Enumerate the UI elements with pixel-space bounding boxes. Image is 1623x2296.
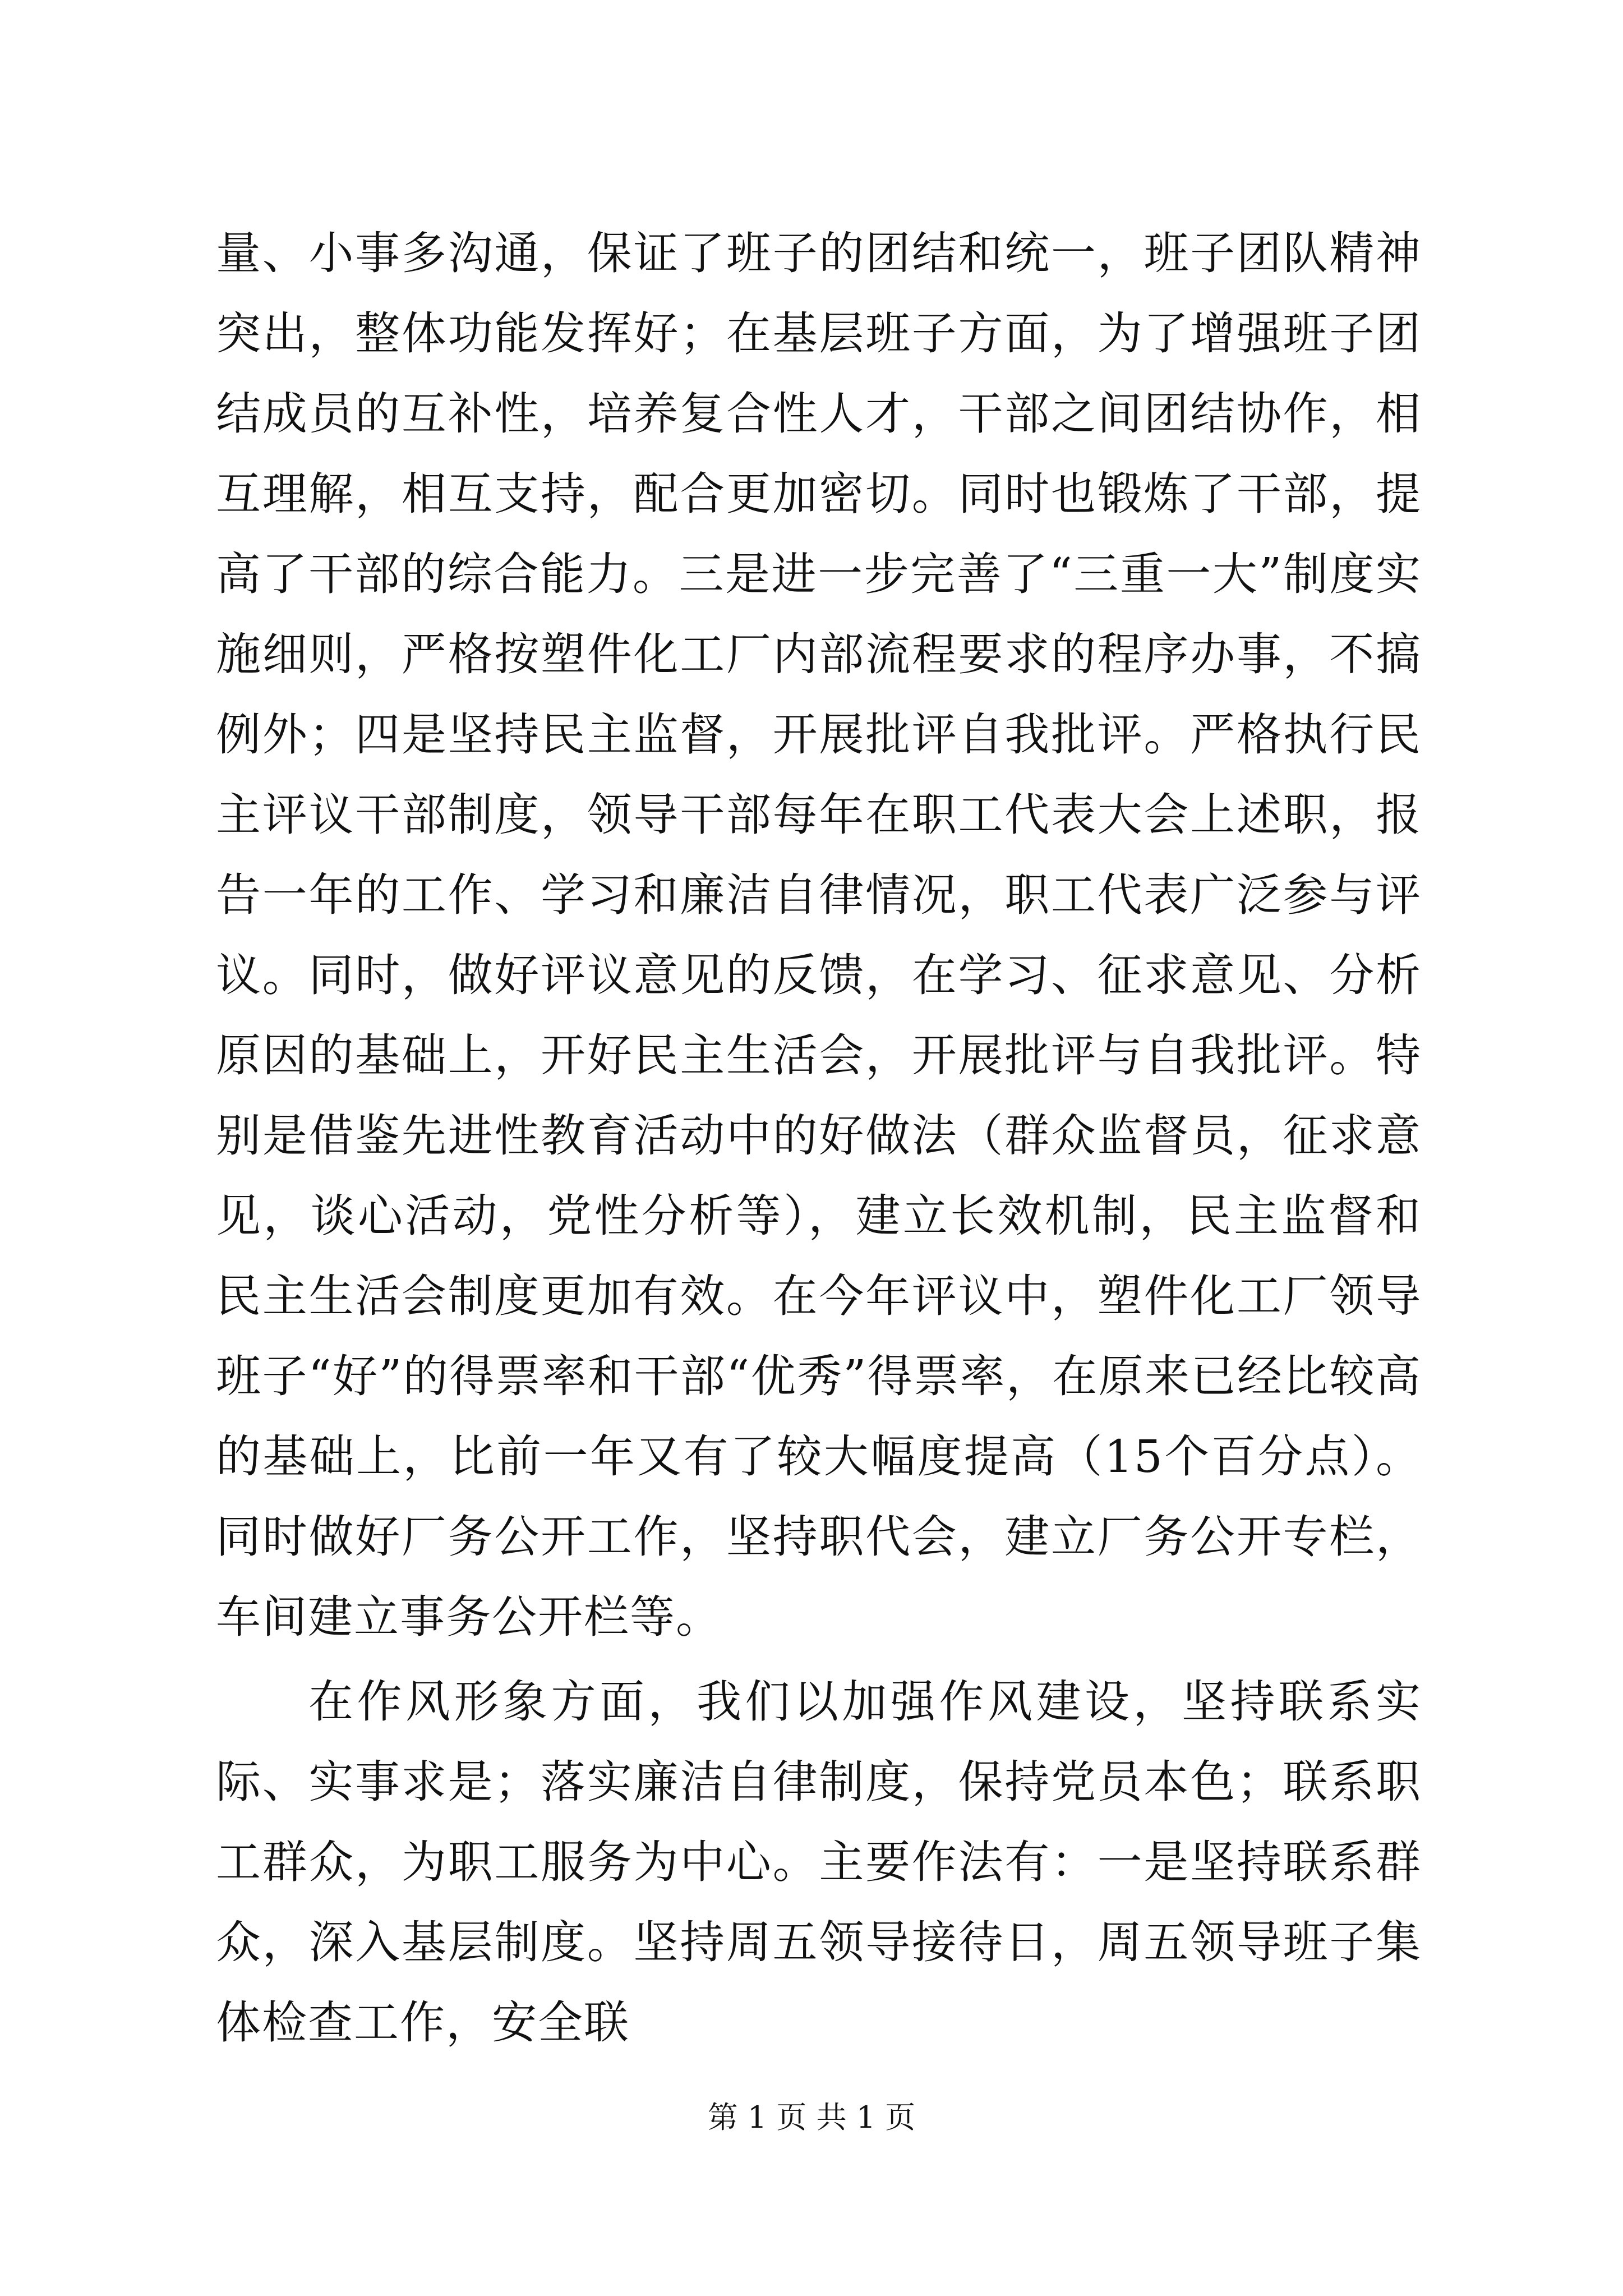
body-paragraph-2: 在作风形象方面，我们以加强作风建设，坚持联系实际、实事求是；落实廉洁自律制度，保持党员本色；联系职工群众，为职工服务为中心。主要作法有：一是坚持联系群众，深入基层制度。坚持周五领导接待日，周五领导班子集体检查工作，安全联 <box>216 1676 1422 2049</box>
page-number-footer: 第 1 页 共 1 页 <box>707 2100 916 2135</box>
document-body <box>216 213 1422 2063</box>
body-paragraph-1: 量、小事多沟通，保证了班子的团结和统一，班子团队精神突出，整体功能发挥好；在基层班子方面，为了增强班子团结成员的互补性，培养复合性人才，干部之间团结协作，相互理解，相互支持，配合更加密切。同时也锻炼了干部，提高了干部的综合能力。三是进一步完善了“三重一大”制度实施细则，严格按塑件化工厂内部流程要求的程序办事，不搞例外；四是坚持民主监督，开展批评自我批评。严格执行民主评议干部制度，领导干部每年在职工代表大会上述职，报告一年的工作、学习和廉洁自律情况，职工代表广泛参与评议。同时，做好评议意见的反馈，在学习、征求意见、分析原因的基础上，开好民主生活会，开展批评与自我批评。特别是借鉴先进性教育活动中的好做法（群众监督员，征求意见，谈心活动，党性分析等），建立长效机制，民主监督和民主生活会制度更加有效。在今年评议中，塑件化工厂领导班子“好”的得票率和干部“优秀”得票率，在原来已经比较高的基础上，比前一年又有了较大幅度提高（15个百分点）。同时做好厂务公开工作，坚持职代会，建立厂务公开专栏，车间建立事务公开栏等。 <box>216 227 1422 1643</box>
